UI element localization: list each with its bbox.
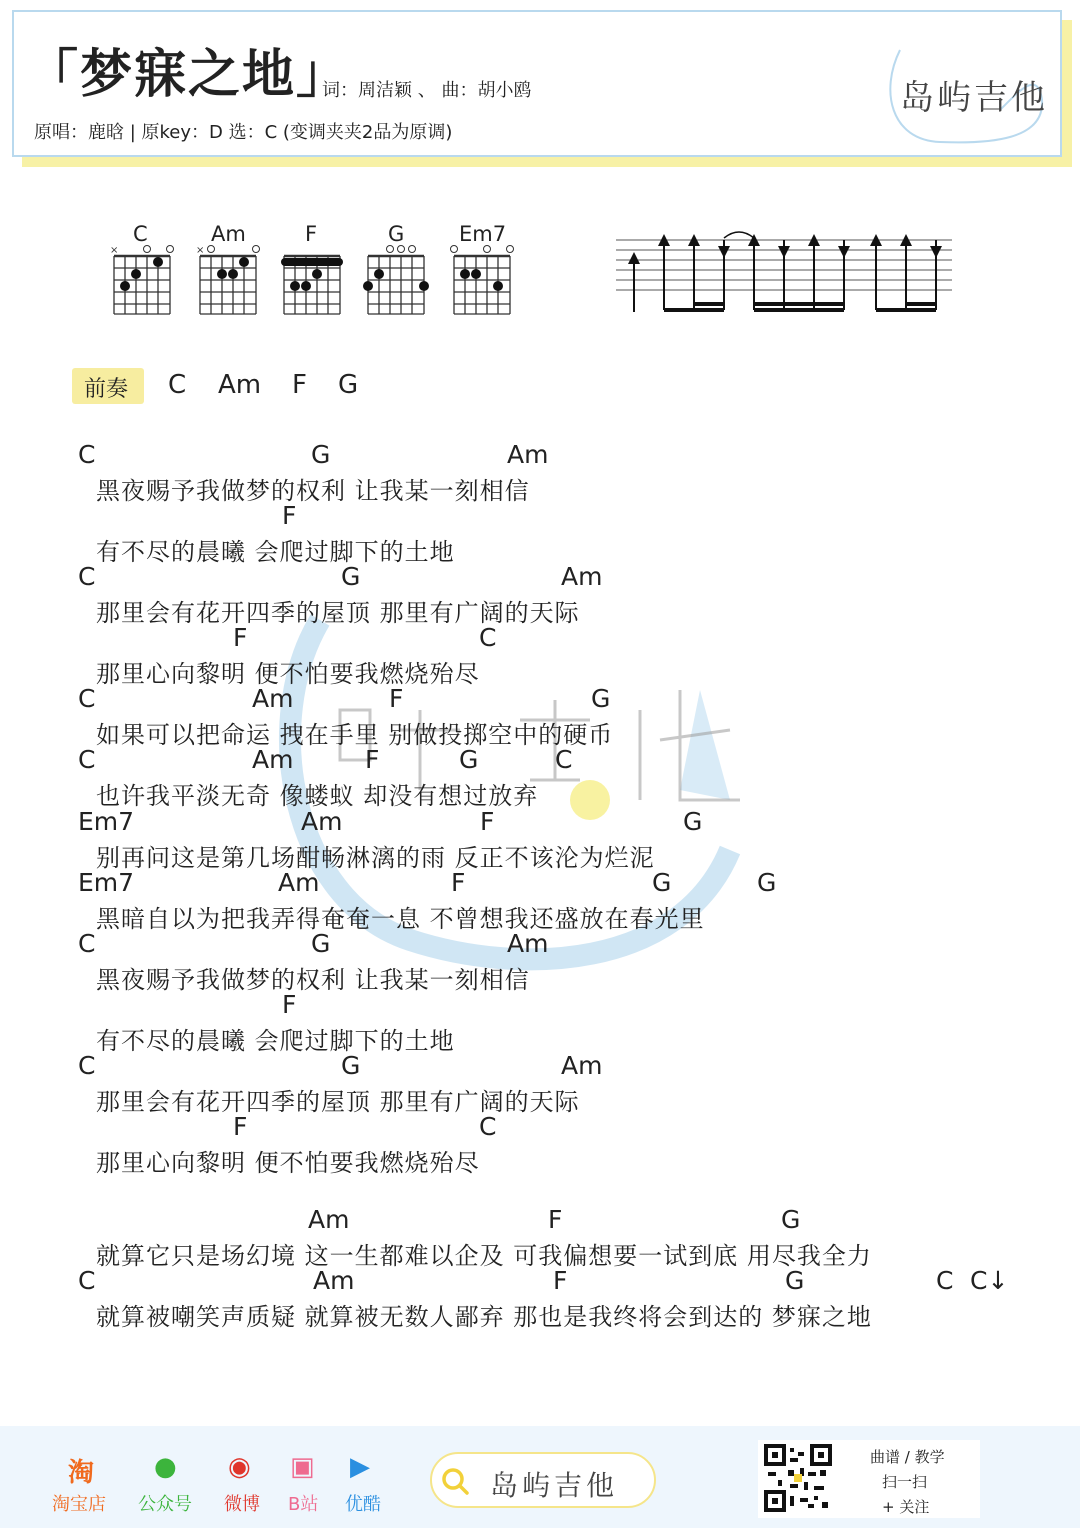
lyric-line: 那里心向黎明 便不怕要我燃烧殆尽 <box>96 1149 480 1177</box>
chord-diagram-em7 <box>444 244 516 320</box>
song-meta: 原唱：鹿晗 | 原key：D 选：C (变调夹夹2品为原调) <box>34 122 453 143</box>
chord-name-f: F <box>305 222 318 246</box>
chord-label: F <box>233 1112 248 1141</box>
chord-label: Am <box>313 1266 355 1295</box>
chord-label: F <box>233 623 248 652</box>
search-text[interactable]: 岛屿吉他 <box>490 1469 619 1502</box>
footer-link-weibo[interactable]: 微博 <box>224 1494 260 1515</box>
search-icon <box>440 1466 470 1496</box>
chord-label: C <box>479 1112 497 1141</box>
lyric-line: 黑暗自以为把我弄得奄奄一息 不曾想我还盛放在春光里 <box>96 905 705 933</box>
lyric-line: 也许我平淡无奇 像蝼蚁 却没有想过放弃 <box>96 782 539 810</box>
chord-label: Am <box>252 745 294 774</box>
chord-label: Am <box>301 807 343 836</box>
lyric-line: 有不尽的晨曦 会爬过脚下的土地 <box>96 538 455 566</box>
chord-label: Em7 <box>78 868 135 897</box>
chord-label: G <box>341 1051 361 1080</box>
chord-label: Am <box>308 1205 350 1234</box>
chord-label: G <box>459 745 479 774</box>
chord-label: G <box>757 868 777 897</box>
lyric-line: 那里心向黎明 便不怕要我燃烧殆尽 <box>96 660 480 688</box>
lyric-line: 黑夜赐予我做梦的权利 让我某一刻相信 <box>96 966 530 994</box>
chord-label: G <box>785 1266 805 1295</box>
intro-label: 前奏 <box>84 377 129 402</box>
lyric-line: 有不尽的晨曦 会爬过脚下的土地 <box>96 1027 455 1055</box>
chord-diagram-c <box>104 244 176 320</box>
chord-label: F <box>553 1266 568 1295</box>
qr-caption: 曲谱 / 教学 <box>870 1448 945 1466</box>
bilibili-icon[interactable]: ▣ <box>290 1452 315 1482</box>
chord-label: Am <box>507 929 549 958</box>
chord-label: C <box>78 929 96 958</box>
footer-link-taobao[interactable]: 淘宝店 <box>52 1494 106 1515</box>
wechat-icon[interactable]: ● <box>154 1452 177 1482</box>
chord-name-em7: Em7 <box>459 222 507 246</box>
chord-label: Am <box>252 684 294 713</box>
song-title: 「梦寐之地」 <box>26 45 351 105</box>
intro-chord: F <box>292 370 307 400</box>
taobao-icon[interactable]: 淘 <box>68 1458 95 1488</box>
chord-label: F <box>548 1205 563 1234</box>
chord-label: F <box>365 745 380 774</box>
chord-label: G <box>683 807 703 836</box>
chord-name-g: G <box>388 222 405 246</box>
chord-label: C <box>936 1266 954 1295</box>
chord-label: C <box>78 562 96 591</box>
chord-label: G <box>652 868 672 897</box>
lyric-line: 黑夜赐予我做梦的权利 让我某一刻相信 <box>96 477 530 505</box>
chord-label: C <box>78 1266 96 1295</box>
chord-label: F <box>282 990 297 1019</box>
chord-diagram-f <box>274 244 346 320</box>
intro-chord: Am <box>218 370 262 400</box>
chord-label: G <box>311 440 331 469</box>
intro-chord: G <box>338 370 359 400</box>
chord-label: G <box>311 929 331 958</box>
chord-label: C <box>78 745 96 774</box>
intro-chord: C <box>168 370 187 400</box>
chord-label: G <box>781 1205 801 1234</box>
svg-text:×: × <box>110 245 119 256</box>
strum-pattern-icon <box>612 224 957 320</box>
chord-label: G <box>341 562 361 591</box>
lyric-line: 就算被嘲笑声质疑 就算被无数人鄙弃 那也是我终将会到达的 梦寐之地 <box>96 1303 872 1331</box>
chord-label: F <box>282 501 297 530</box>
footer-link-wechat[interactable]: 公众号 <box>138 1494 192 1515</box>
svg-text:×: × <box>196 245 205 256</box>
footer-link-bilibili[interactable]: B站 <box>288 1494 319 1515</box>
lyric-line: 如果可以把命运 拽在手里 别做投掷空中的硬币 <box>96 721 614 749</box>
chord-label: Am <box>507 440 549 469</box>
chord-label: Am <box>278 868 320 897</box>
chord-name-c: C <box>133 222 148 246</box>
chord-diagram-am <box>190 244 262 320</box>
logo-text: 岛屿吉他 <box>900 78 1048 118</box>
chord-label: C <box>78 1051 96 1080</box>
chord-label: G <box>591 684 611 713</box>
footer-link-youku[interactable]: 优酷 <box>345 1494 381 1515</box>
chord-name-am: Am <box>211 222 246 246</box>
qr-caption: + 关注 <box>882 1498 930 1516</box>
chord-label: C <box>78 684 96 713</box>
chord-label: C↓ <box>970 1266 1009 1295</box>
chord-diagram-g <box>358 244 430 320</box>
youku-icon[interactable]: ▶ <box>350 1452 370 1482</box>
chord-label: F <box>480 807 495 836</box>
chord-label: Em7 <box>78 807 135 836</box>
chord-label: F <box>451 868 466 897</box>
chord-label: C <box>555 745 573 774</box>
lyric-line: 就算它只是场幻境 这一生都难以企及 可我偏想要一试到底 用尽我全力 <box>96 1242 872 1270</box>
qr-caption: 扫一扫 <box>882 1473 928 1491</box>
lyric-line: 那里会有花开四季的屋顶 那里有广阔的天际 <box>96 1088 580 1116</box>
chord-label: C <box>479 623 497 652</box>
chord-label: Am <box>561 1051 603 1080</box>
lyric-line: 别再问这是第几场酣畅淋漓的雨 反正不该沦为烂泥 <box>96 844 655 872</box>
credits: 词：周洁颖 、 曲：胡小鸥 <box>322 80 532 101</box>
chord-label: F <box>389 684 404 713</box>
chord-label: C <box>78 440 96 469</box>
chord-label: Am <box>561 562 603 591</box>
lyric-line: 那里会有花开四季的屋顶 那里有广阔的天际 <box>96 599 580 627</box>
weibo-icon[interactable]: ◉ <box>228 1452 251 1482</box>
qr-code-icon[interactable] <box>764 1444 832 1512</box>
